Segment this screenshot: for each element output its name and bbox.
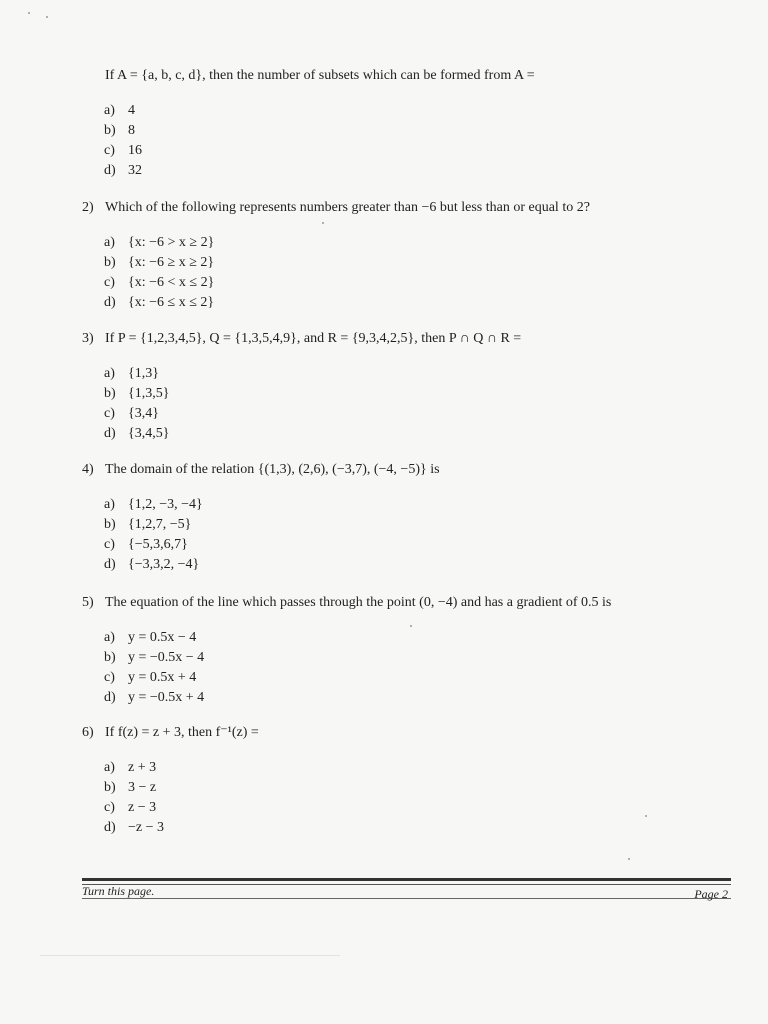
option-d: d) 32 [104,163,142,178]
question-4 [82,461,722,575]
scan-speck [28,12,30,14]
options-list [104,495,722,575]
question-text: If A = {a, b, c, d}, then the number of subsets which can be formed from A = [105,68,535,83]
page-number: Page 2 [694,887,728,901]
scan-speck [628,858,630,860]
question-text: The equation of the line which passes through the point (0, −4) and has a gradient of 0.5 is [105,595,612,610]
option-d: d) {3,4,5} [104,426,170,441]
question-5 [82,594,722,708]
option-c: c) {x: −6 < x ≤ 2} [104,275,215,290]
question-number: 6) [82,725,94,740]
option-a: a) {1,3} [104,366,159,381]
question-number: 3) [82,331,94,346]
question-3 [82,330,722,444]
option-b: b) y = −0.5x − 4 [104,650,205,665]
option-d: d) −z − 3 [104,820,165,835]
turn-page-note: Turn this page. [82,884,155,898]
options-list [104,233,722,313]
option-a: a) {x: −6 > x ≥ 2} [104,235,215,250]
option-b: b) {x: −6 ≥ x ≥ 2} [104,255,215,270]
option-a: a) z + 3 [104,760,157,775]
option-a: a) y = 0.5x − 4 [104,630,197,645]
question-2 [82,199,722,313]
question-text: The domain of the relation {(1,3), (2,6), (−3,7), (−4, −5)} is [105,462,440,477]
question-number [82,67,105,85]
question-1 [82,67,722,181]
footer-rule [82,898,731,899]
option-a: a) 4 [104,103,135,118]
options-list [104,628,722,708]
question-number: 2) [82,200,94,215]
option-b: b) 8 [104,123,135,138]
option-d: d) {x: −6 ≤ x ≤ 2} [104,295,215,310]
question-number: 5) [82,595,94,610]
option-a: a) {1,2, −3, −4} [104,497,203,512]
option-c: c) {3,4} [104,406,159,421]
option-d: d) y = −0.5x + 4 [104,690,205,705]
footer-rule [82,878,731,881]
option-c: c) z − 3 [104,800,157,815]
option-c: c) {−5,3,6,7} [104,537,188,552]
scan-speck [46,16,48,18]
question-text: If f(z) = z + 3, then f⁻¹(z) = [105,725,259,740]
question-6 [82,724,722,838]
option-d: d) {−3,3,2, −4} [104,557,200,572]
option-b: b) {1,2,7, −5} [104,517,192,532]
question-number: 4) [82,462,94,477]
footer-rule [82,884,731,885]
options-list [104,101,722,181]
option-c: c) y = 0.5x + 4 [104,670,197,685]
options-list [104,758,722,838]
question-text: If P = {1,2,3,4,5}, Q = {1,3,5,4,9}, and R = {9,3,4,2,5}, then P ∩ Q ∩ R = [105,331,522,346]
option-c: c) 16 [104,143,142,158]
question-text: Which of the following represents numbers greater than −6 but less than or equal to 2? [105,200,590,215]
scan-line [40,955,340,956]
option-b: b) {1,3,5} [104,386,170,401]
options-list [104,364,722,444]
option-b: b) 3 − z [104,780,157,795]
